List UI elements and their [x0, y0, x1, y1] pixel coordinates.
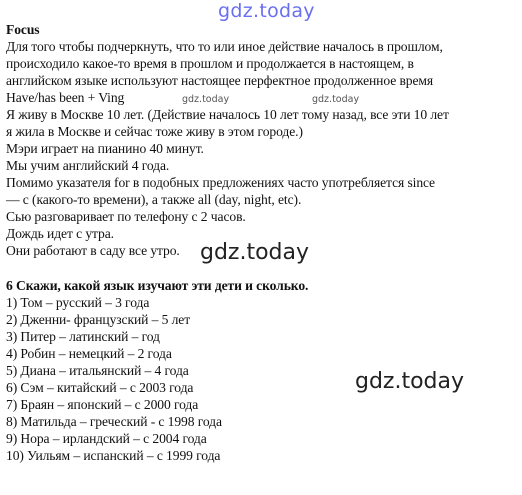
focus-line: происходило какое-то время в прошлом и продолжается в настоящем, в — [6, 56, 414, 71]
watermark-top: gdz.today — [218, 0, 315, 22]
focus-line: Я живу в Москве 10 лет. (Действие началось 10 лет тому назад, все эти 10 лет — [6, 107, 449, 122]
focus-line: Для того чтобы подчеркнуть, что то или иное действие началось в прошлом, — [6, 39, 443, 54]
focus-line: — с (какого-то времени), а также all (day, night, etc). — [6, 192, 302, 207]
exercise-item: 4) Робин – немецкий – 2 года — [6, 346, 172, 361]
focus-line: Они работают в саду все утро. — [6, 243, 180, 258]
focus-line: Помимо указателя for в подобных предложениях часто употребляется since — [6, 175, 435, 190]
exercise-title: 6 Скажи, какой язык изучают эти дети и сколько. — [6, 278, 309, 293]
exercise-item: 8) Матильда – греческий - с 1998 года — [6, 414, 222, 429]
exercise-item: 7) Браян – японский – с 2000 года — [6, 397, 199, 412]
exercise-item: 1) Том – русский – 3 года — [6, 295, 150, 310]
exercise-item: 10) Уильям – испанский – с 1999 года — [6, 448, 221, 463]
focus-line: Сью разговаривает по телефону с 2 часов. — [6, 209, 246, 224]
exercise-item: 6) Сэм – китайский – с 2003 года — [6, 380, 194, 395]
focus-heading: Focus — [6, 22, 40, 37]
watermark-small-left: gdz.today — [182, 94, 230, 105]
focus-line: Have/has been + Ving — [6, 90, 125, 105]
focus-line: английском языке используют настоящее перфектное продолженное время — [6, 73, 434, 88]
watermark-small-right: gdz.today — [312, 94, 360, 105]
exercise-item: 9) Нора – ирландский – с 2004 года — [6, 431, 207, 446]
focus-line: я жила в Москве и сейчас тоже живу в этом городе.) — [6, 124, 303, 139]
focus-line: Мэри играет на пианино 40 минут. — [6, 141, 204, 156]
exercise-item: 2) Дженни- французский – 5 лет — [6, 312, 191, 327]
focus-line: Мы учим английский 4 года. — [6, 158, 170, 173]
focus-line: Дождь идет с утра. — [6, 226, 114, 241]
watermark-middle: gdz.today — [200, 240, 310, 265]
exercise-item: 3) Питер – латинский – год — [6, 329, 160, 344]
exercise-item: 5) Диана – итальянский – 4 года — [6, 363, 189, 378]
watermark-bottom-right: gdz.today — [355, 369, 465, 394]
